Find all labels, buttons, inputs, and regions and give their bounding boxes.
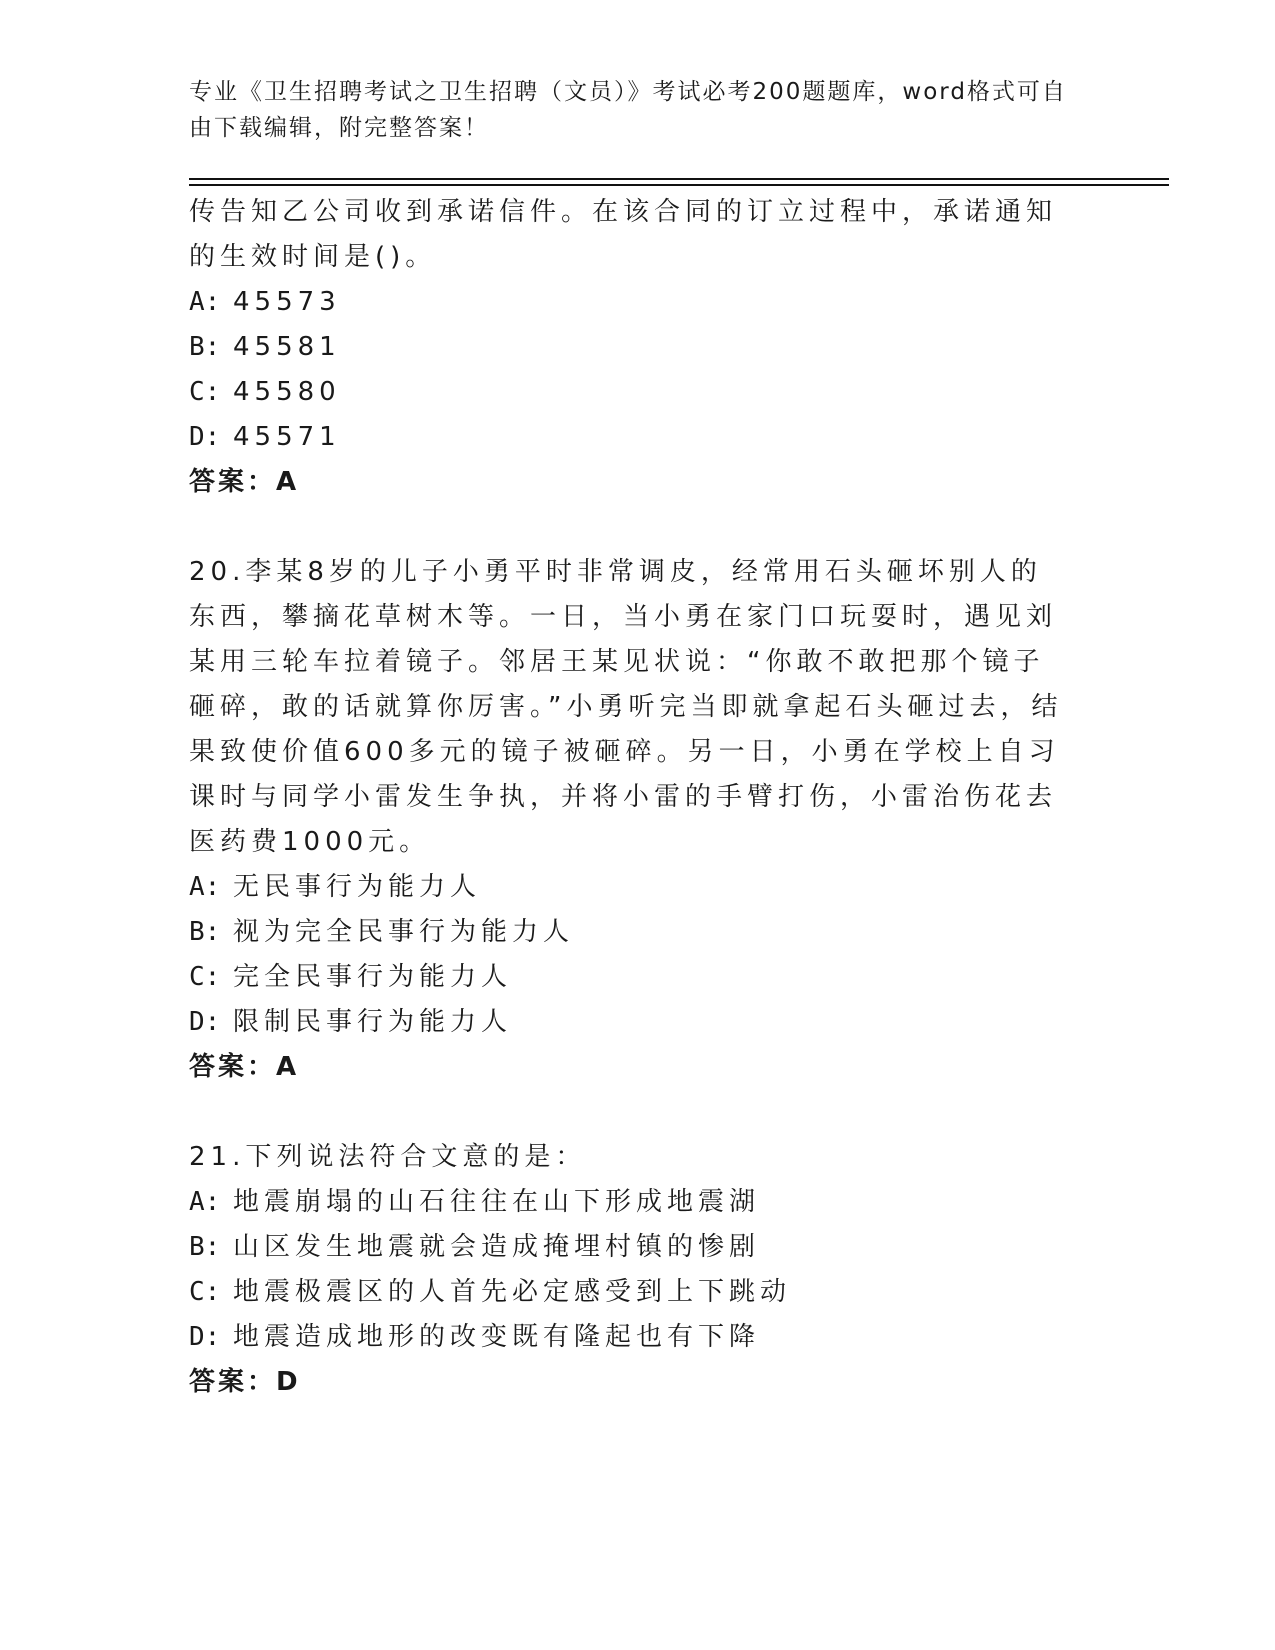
question-21	[189, 1135, 1069, 1405]
option-letter: D:	[189, 1007, 221, 1037]
option-letter: A:	[189, 872, 221, 902]
spacer	[189, 1090, 1069, 1135]
question-stem: 21.下列说法符合文意的是：	[189, 1142, 587, 1172]
option-text: 45580	[233, 377, 341, 407]
option-b	[189, 1225, 1069, 1270]
option-letter: D:	[189, 422, 221, 452]
header-divider-top	[189, 178, 1169, 180]
option-c	[189, 1270, 1069, 1315]
option-text: 山区发生地震就会造成掩埋村镇的惨剧	[233, 1232, 761, 1262]
option-letter: D:	[189, 1322, 221, 1352]
option-d	[189, 415, 1069, 460]
option-text: 视为完全民事行为能力人	[233, 917, 575, 947]
option-b	[189, 910, 1069, 955]
answer-line: 答案：A	[189, 1052, 300, 1082]
option-text: 45571	[233, 422, 341, 452]
option-letter: B:	[189, 1232, 221, 1262]
option-text: 地震崩塌的山石往往在山下形成地震湖	[233, 1187, 761, 1217]
option-text: 无民事行为能力人	[233, 872, 482, 902]
option-d	[189, 1000, 1069, 1045]
option-a	[189, 1180, 1069, 1225]
question-20	[189, 550, 1069, 1090]
question-stem: 传告知乙公司收到承诺信件。在该合同的订立过程中，承诺通知的生效时间是()。	[189, 197, 1058, 272]
option-text: 限制民事行为能力人	[233, 1007, 513, 1037]
option-a	[189, 280, 1069, 325]
option-letter: B:	[189, 917, 221, 947]
option-d	[189, 1315, 1069, 1360]
option-letter: C:	[189, 962, 221, 992]
option-b	[189, 325, 1069, 370]
option-letter: A:	[189, 1187, 221, 1217]
answer-line: 答案：A	[189, 467, 300, 497]
option-a	[189, 865, 1069, 910]
question-stem: 20.李某8岁的儿子小勇平时非常调皮，经常用石头砸坏别人的东西，攀摘花草树木等。一日，当小勇在家门口玩耍时，遇见刘某用三轮车拉着镜子。邻居王某见状说：“你敢不敢把那个镜子砸碎，敢的话就算你厉害。”小勇听完当即就拿起石头砸过去，结果致使价值600多元的镜子被砸碎。另一日，小勇在学校上自习课时与同学小雷发生争执，并将小雷的手臂打伤，小雷治伤花去医药费1000元。	[189, 557, 1063, 857]
spacer	[189, 505, 1069, 550]
document-body	[189, 190, 1069, 1405]
option-c	[189, 370, 1069, 415]
question-19	[189, 190, 1069, 505]
option-letter: B:	[189, 332, 221, 362]
option-letter: A:	[189, 287, 221, 317]
option-text: 45581	[233, 332, 341, 362]
document-header: 专业《卫生招聘考试之卫生招聘（文员）》考试必考200题题库，word格式可自由下载编辑，附完整答案！	[189, 79, 1067, 141]
option-text: 完全民事行为能力人	[233, 962, 513, 992]
header-divider-bottom	[189, 184, 1169, 186]
option-text: 45573	[233, 287, 341, 317]
answer-line: 答案：D	[189, 1367, 301, 1397]
option-text: 地震造成地形的改变既有隆起也有下降	[233, 1322, 761, 1352]
option-letter: C:	[189, 1277, 221, 1307]
option-text: 地震极震区的人首先必定感受到上下跳动	[233, 1277, 792, 1307]
option-c	[189, 955, 1069, 1000]
option-letter: C:	[189, 377, 221, 407]
